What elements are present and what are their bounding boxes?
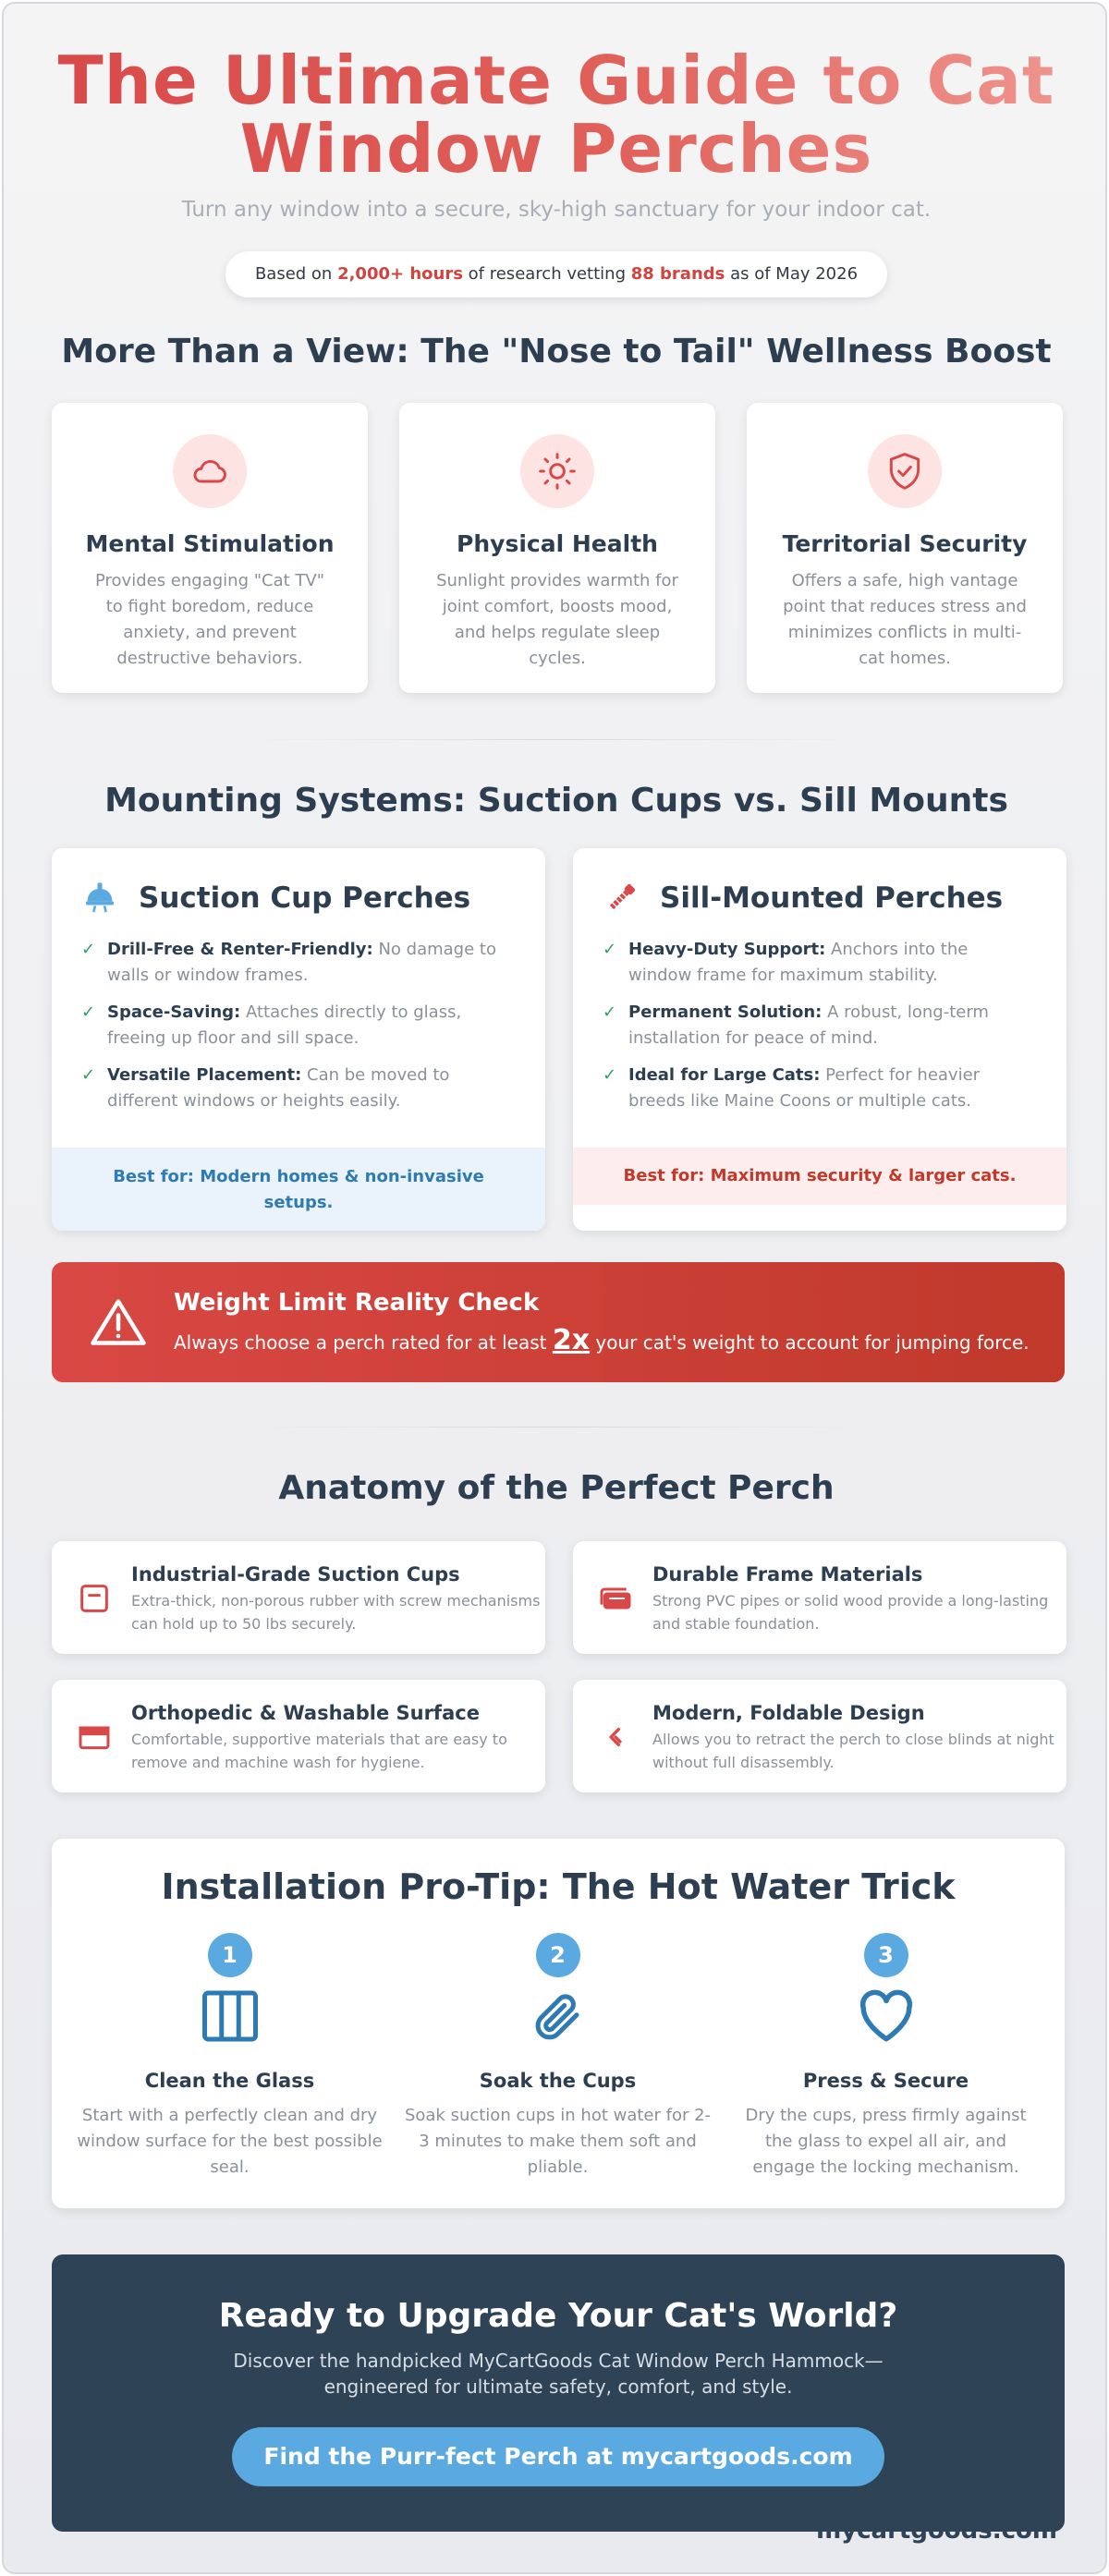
feature-item: ✓ Space-Saving: Attaches directly to glass, freeing up floor and sill space.	[81, 1000, 508, 1051]
title-line-1: The Ultimate Guide to Cat	[57, 42, 1055, 119]
cta-banner	[52, 2254, 1065, 2532]
research-brands: 88 brands	[630, 264, 725, 284]
anatomy-item-title: Durable Frame Materials	[652, 1563, 923, 1586]
anatomy-card-suction	[52, 1541, 545, 1654]
anatomy-item-title: Industrial-Grade Suction Cups	[131, 1563, 460, 1586]
step-title: Press & Secure	[802, 2070, 969, 2092]
cta-text: Discover the handpicked MyCartGoods Cat Window Perch Hammock—engineered for ultimate safety, comfort, and style.	[233, 2350, 884, 2398]
window-icon	[198, 1988, 262, 2044]
suction-card	[52, 848, 545, 1231]
protip-card	[52, 1839, 1065, 2208]
hero-subtitle: Turn any window into a secure, sky-high sanctuary for your indoor cat.	[181, 198, 932, 222]
screw-icon	[603, 880, 640, 917]
check-icon: ✓	[603, 940, 617, 959]
feature-item: ✓ Heavy-Duty Support: Anchors into the window frame for maximum stability.	[603, 937, 1030, 989]
sun-icon	[537, 451, 578, 492]
benefit-text: Provides engaging "Cat TV" to fight boredom, reduce anxiety, and prevent destructive behaviors.	[95, 571, 324, 668]
benefit-text: Sunlight provides warmth for joint comfort, boosts mood, and helps regulate sleep cycles.	[436, 571, 678, 668]
check-icon: ✓	[603, 1002, 617, 1022]
anatomy-item-text: Comfortable, supportive materials that are easy to remove and machine wash for hygiene.	[131, 1731, 507, 1771]
anatomy-card-surface	[52, 1680, 545, 1792]
benefit-title: Mental Stimulation	[85, 530, 335, 557]
shield-check-icon	[884, 451, 925, 492]
feature-item: ✓ Permanent Solution: A robust, long-term installation for peace of mind.	[603, 1000, 1030, 1051]
mounting-title: Mounting Systems: Suction Cups vs. Sill Mounts	[104, 782, 1008, 820]
footer-brand: mycartgoods.com	[816, 2517, 1057, 2545]
step-text: Dry the cups, press firmly against the glass to expel all air, and engage the locking mechanism.	[745, 2106, 1027, 2177]
wellness-title: More Than a View: The "Nose to Tail" Wellness Boost	[61, 333, 1052, 371]
check-icon: ✓	[81, 940, 96, 959]
anatomy-item-text: Allows you to retract the perch to close blinds at night without full disassembly.	[652, 1731, 1054, 1771]
step-number: 3	[864, 1933, 908, 1977]
anatomy-item-title: Modern, Foldable Design	[652, 1702, 925, 1724]
warning-triangle-icon	[91, 1296, 146, 1348]
fold-icon	[597, 1719, 634, 1756]
step-text: Soak suction cups in hot water for 2-3 minutes to make them soft and pliable.	[404, 2106, 712, 2177]
alert-text: Always choose a perch rated for at least 2x your cat's weight to account for jumping force.	[174, 1323, 1030, 1356]
cloud-icon	[189, 451, 230, 492]
paperclip-icon	[530, 1988, 586, 2044]
feature-item: ✓ Versatile Placement: Can be moved to different windows or heights easily.	[81, 1063, 508, 1114]
cta-title: Ready to Upgrade Your Cat's World?	[218, 2297, 898, 2335]
step-number: 1	[208, 1933, 252, 1977]
check-icon: ✓	[603, 1065, 617, 1085]
alert-highlight: 2x	[552, 1323, 591, 1356]
protip-title: Installation Pro-Tip: The Hot Water Trick	[161, 1866, 956, 1907]
suction-title: Suction Cup Perches	[139, 881, 471, 915]
suction-square-icon	[76, 1580, 113, 1617]
benefit-card-mental	[52, 403, 368, 693]
weight-alert	[52, 1262, 1065, 1382]
step-3	[726, 1933, 1045, 2181]
suction-features	[52, 917, 545, 1114]
suction-best-for: Best for: Modern homes & non-invasive setups.	[52, 1148, 545, 1231]
step-title: Soak the Cups	[479, 2070, 637, 2092]
anatomy-item-text: Strong PVC pipes or solid wood provide a long-lasting and stable foundation.	[652, 1592, 1049, 1633]
page-title	[4, 42, 1107, 188]
feature-item: ✓ Ideal for Large Cats: Perfect for heavier breeds like Maine Coons or multiple cats.	[603, 1063, 1030, 1114]
check-icon: ✓	[81, 1065, 96, 1085]
step-1	[70, 1933, 389, 2181]
step-text: Start with a perfectly clean and dry window surface for the best possible seal.	[77, 2106, 383, 2177]
heart-icon	[856, 1987, 917, 2045]
sill-best-for: Best for: Maximum security & larger cats.	[573, 1148, 1066, 1205]
step-title: Clean the Glass	[144, 2070, 315, 2092]
benefit-title: Physical Health	[457, 530, 658, 557]
cushion-icon	[76, 1719, 113, 1756]
sill-title: Sill-Mounted Perches	[660, 881, 1004, 915]
anatomy-title: Anatomy of the Perfect Perch	[278, 1469, 835, 1507]
title-line-2: Window Perches	[239, 110, 873, 188]
anatomy-item-title: Orthopedic & Washable Surface	[131, 1702, 480, 1724]
section-divider	[244, 1427, 869, 1428]
anatomy-item-text: Extra-thick, non-porous rubber with screw mechanisms can hold up to 50 lbs securely.	[131, 1592, 541, 1633]
hero	[4, 42, 1107, 298]
anatomy-card-frame	[573, 1541, 1066, 1654]
alert-title: Weight Limit Reality Check	[174, 1288, 540, 1317]
benefit-text: Offers a safe, high vantage point that reduces stress and minimizes conflicts in multi-cat homes.	[783, 571, 1027, 668]
benefit-card-physical	[399, 403, 715, 693]
step-number: 2	[536, 1933, 580, 1977]
frame-icon	[597, 1580, 634, 1617]
research-badge: Based on 2,000+ hours of research vetting 88 brands as of May 2026	[225, 251, 887, 298]
sill-features	[573, 917, 1066, 1114]
suction-cup-icon	[81, 880, 118, 917]
find-perch-button[interactable]: Find the Purr-fect Perch at mycartgoods.com	[232, 2427, 884, 2486]
check-icon: ✓	[81, 1002, 96, 1022]
sill-card	[573, 848, 1066, 1231]
benefit-card-territorial	[747, 403, 1063, 693]
anatomy-card-foldable	[573, 1680, 1066, 1792]
benefit-title: Territorial Security	[782, 530, 1028, 557]
research-hours: 2,000+ hours	[337, 264, 463, 284]
feature-item: ✓ Drill-Free & Renter-Friendly: No damage to walls or window frames.	[81, 937, 508, 989]
step-2	[398, 1933, 717, 2181]
infographic-page	[2, 2, 1107, 2574]
section-divider	[244, 739, 869, 740]
